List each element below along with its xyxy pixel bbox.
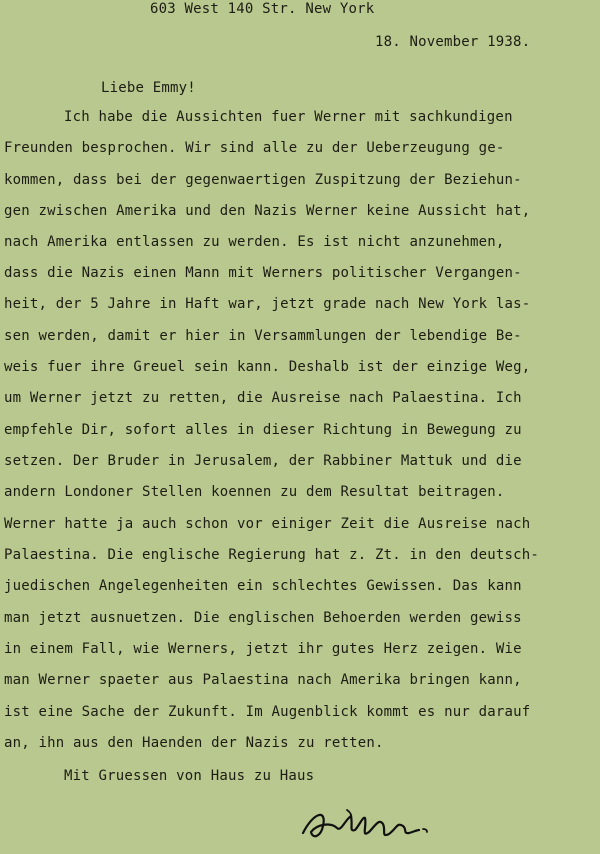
body-line-13: andern Londoner Stellen koennen zu dem Resultat beitragen. bbox=[4, 484, 505, 500]
body-line-19: man Werner spaeter aus Palaestina nach Amerika bringen kann, bbox=[4, 672, 522, 688]
body-line-12: setzen. Der Bruder in Jerusalem, der Rabbiner Mattuk und die bbox=[4, 453, 522, 469]
signature bbox=[293, 798, 443, 848]
body-line-17: man jetzt ausnuetzen. Die englischen Behoerden werden gewiss bbox=[4, 610, 522, 626]
body-line-6: dass die Nazis einen Mann mit Werners politischer Vergangen- bbox=[4, 265, 522, 281]
body-line-20: ist eine Sache der Zukunft. Im Augenblick kommt es nur darauf bbox=[4, 704, 531, 720]
body-line-2: Freunden besprochen. Wir sind alle zu der Ueberzeugung ge- bbox=[4, 140, 505, 156]
body-line-14: Werner hatte ja auch schon vor einiger Zeit die Ausreise nach bbox=[4, 516, 531, 532]
body-line-4: gen zwischen Amerika und den Nazis Werner keine Aussicht hat, bbox=[4, 203, 531, 219]
sender-address: 603 West 140 Str. New York bbox=[150, 1, 375, 17]
salutation: Liebe Emmy! bbox=[101, 80, 196, 96]
closing-phrase: Mit Gruessen von Haus zu Haus bbox=[64, 768, 315, 784]
body-line-18: in einem Fall, wie Werners, jetzt ihr gutes Herz zeigen. Wie bbox=[4, 641, 522, 657]
body-line-10: um Werner jetzt zu retten, die Ausreise nach Palaestina. Ich bbox=[4, 390, 522, 406]
body-line-1: Ich habe die Aussichten fuer Werner mit sachkundigen bbox=[64, 109, 513, 125]
body-line-16: juedischen Angelegenheiten ein schlechtes Gewissen. Das kann bbox=[4, 578, 522, 594]
body-line-7: heit, der 5 Jahre in Haft war, jetzt grade nach New York las- bbox=[4, 296, 531, 312]
body-line-5: nach Amerika entlassen zu werden. Es ist nicht anzunehmen, bbox=[4, 234, 505, 250]
letter-date: 18. November 1938. bbox=[375, 34, 531, 50]
body-line-21: an, ihn aus den Haenden der Nazis zu retten. bbox=[4, 735, 384, 751]
body-line-15: Palaestina. Die englische Regierung hat z. Zt. in den deutsch- bbox=[4, 547, 539, 563]
body-line-11: empfehle Dir, sofort alles in dieser Richtung in Bewegung zu bbox=[4, 422, 522, 438]
body-line-9: weis fuer ihre Greuel sein kann. Deshalb ist der einzige Weg, bbox=[4, 359, 531, 375]
body-line-3: kommen, dass bei der gegenwaertigen Zuspitzung der Beziehun- bbox=[4, 172, 522, 188]
body-line-8: sen werden, damit er hier in Versammlungen der lebendige Be- bbox=[4, 328, 522, 344]
